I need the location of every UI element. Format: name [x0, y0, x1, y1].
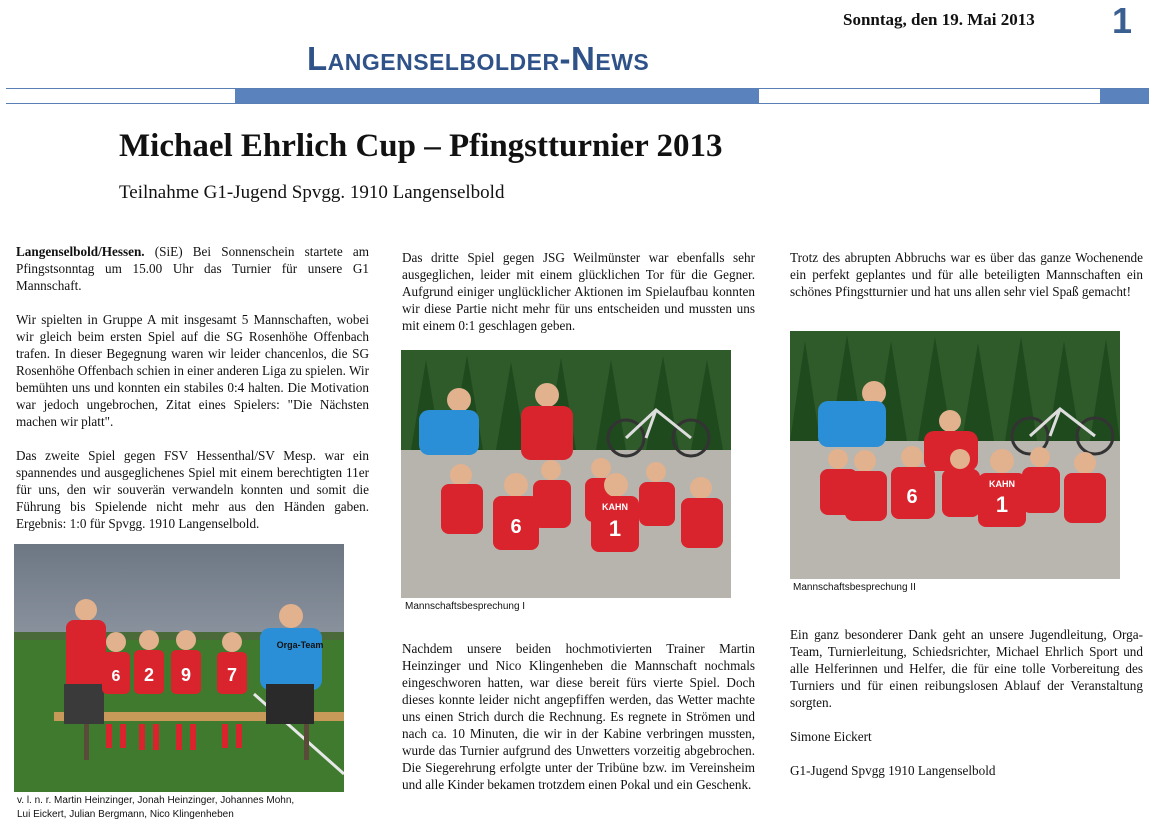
paragraph: Ein ganz besonderer Dank geht an unsere Jugendleitung, Orga-Team, Turnierleitung, Schiedsrichter, Michael Ehrlich Sport und alle Helferinnen und Helfer, die für eine tolle Vorbereitung des Turniers und für einen reibungslosen Ablauf der Veranstaltung sorgten.	[790, 627, 1143, 710]
dateline: Langenselbold/Hessen.	[16, 244, 145, 259]
photo-caption: Mannschaftsbesprechung I	[405, 601, 526, 612]
paragraph: Nachdem unsere beiden hochmotivierten Trainer Martin Heinzinger und Nico Klingenheben die Mannschaft nochmals eingeschworen hatten, war diese bereit fürs vierte Spiel. Doch dieses konnte leider nicht angepfiffen werden, das Wetter machte uns einen Strich durch die Rechnung. Es regnete in Strömen und nach ca. 10 Minuten, die wir in der Kabine verbringen mussten, wurde das Turnier aufgrund des Unwetters vorzeitig abgebrochen. Die Siegerehrung erfolgte unter der Tribüne bzw. im Vereinsheim und alle Kinder bekamen trotzdem einen Pokal und ein Geschenk.	[402, 641, 755, 792]
team-meeting-photo-1	[401, 350, 731, 598]
jersey-number: 9	[180, 665, 192, 685]
jersey-number: 1	[995, 492, 1009, 517]
article-column-1	[16, 243, 369, 549]
photo-caption: Mannschaftsbesprechung II	[793, 582, 916, 593]
issue-date: Sonntag, den 19. Mai 2013	[843, 10, 1035, 29]
page-number: 1	[1112, 0, 1133, 41]
jersey-number: 1	[608, 516, 622, 541]
jersey-number: 6	[510, 516, 522, 538]
header-rule-bottom	[6, 103, 1149, 104]
article-column-3-top	[790, 249, 1143, 317]
paragraph: Das zweite Spiel gegen FSV Hessenthal/SV Mesp. war ein spannendes und ausgeglichenes Spiel mit einem berechtigten 11er für uns, den wir souverän verwandeln konnten und somit die Führung bis Spielende nicht mehr aus den Händen gaben. Ergebnis: 1:0 für Spvgg. 1910 Langenselbold.	[16, 448, 369, 531]
jersey-name: KAHN	[602, 502, 628, 512]
jersey-number: 7	[226, 665, 238, 685]
paragraph: Das dritte Spiel gegen JSG Weilmünster war ebenfalls sehr ausgeglichen, leider mit einem glücklichen Tor für die Gegner. Aufgrund einiger unglücklicher Aktionen im Spielaufbau konnten wir diese Partie nicht mehr für uns entscheiden und mussten uns mit einem 0:1 geschlagen geben.	[402, 250, 755, 333]
jersey-number: 2	[143, 665, 155, 685]
caption-line: v. l. n. r. Martin Heinzinger, Jonah Heinzinger, Johannes Mohn,	[17, 795, 295, 806]
masthead-title: Langenselbolder-News	[307, 40, 650, 77]
paragraph	[16, 243, 369, 294]
photo-caption	[17, 794, 357, 822]
signature-team: G1-Jugend Spvgg 1910 Langenselbold	[790, 763, 996, 778]
team-meeting-photo-2	[790, 331, 1120, 579]
shirt-text: Orga-Team	[276, 640, 324, 650]
header-rule-top	[6, 88, 1149, 89]
article-column-2-bottom	[402, 640, 755, 810]
signature-name: Simone Eickert	[790, 729, 872, 744]
article-headline: Michael Ehrlich Cup – Pfingstturnier 2013	[119, 128, 723, 164]
article-column-3-bottom	[790, 626, 1143, 796]
jersey-name: KAHN	[989, 479, 1015, 489]
header-rule-band	[6, 88, 1149, 103]
team-bench-photo	[14, 544, 344, 792]
paragraph: Wir spielten in Gruppe A mit insgesamt 5 Mannschaften, wobei wir gleich beim ersten Spiel auf die SG Rosenhöhe Offenbach trafen. In dieser Begegnung waren wir leider chancenlos, die SG Rosenhöhe Offenbach schien in einer anderen Liga zu spielen. Wir bemühten uns und konnten ein stabiles 0:4 halten. Die Motivation war jedoch ungebrochen, Zitat eines Spielers: "Die Nächsten machen wir platt".	[16, 312, 369, 429]
paragraph: Trotz des abrupten Abbruchs war es über das ganze Wochenende ein perfekt geplantes und für alle beteiligten Mannschaften ein schönes Pfingstturnier und hat uns allen sehr viel Spaß gemacht!	[790, 250, 1143, 299]
jersey-number: 6	[906, 486, 918, 508]
caption-line: Lui Eickert, Julian Bergmann, Nico Klingenheben	[17, 809, 234, 820]
paragraph-text: (SiE) Bei Sonnenschein startete am Pfingstsonntag um 15.00 Uhr das Turnier für unsere G1 Mannschaft.	[16, 244, 369, 293]
jersey-number: 6	[111, 668, 121, 685]
article-subheadline: Teilnahme G1-Jugend Spvgg. 1910 Langenselbold	[119, 182, 505, 203]
article-column-2-top	[402, 249, 755, 351]
